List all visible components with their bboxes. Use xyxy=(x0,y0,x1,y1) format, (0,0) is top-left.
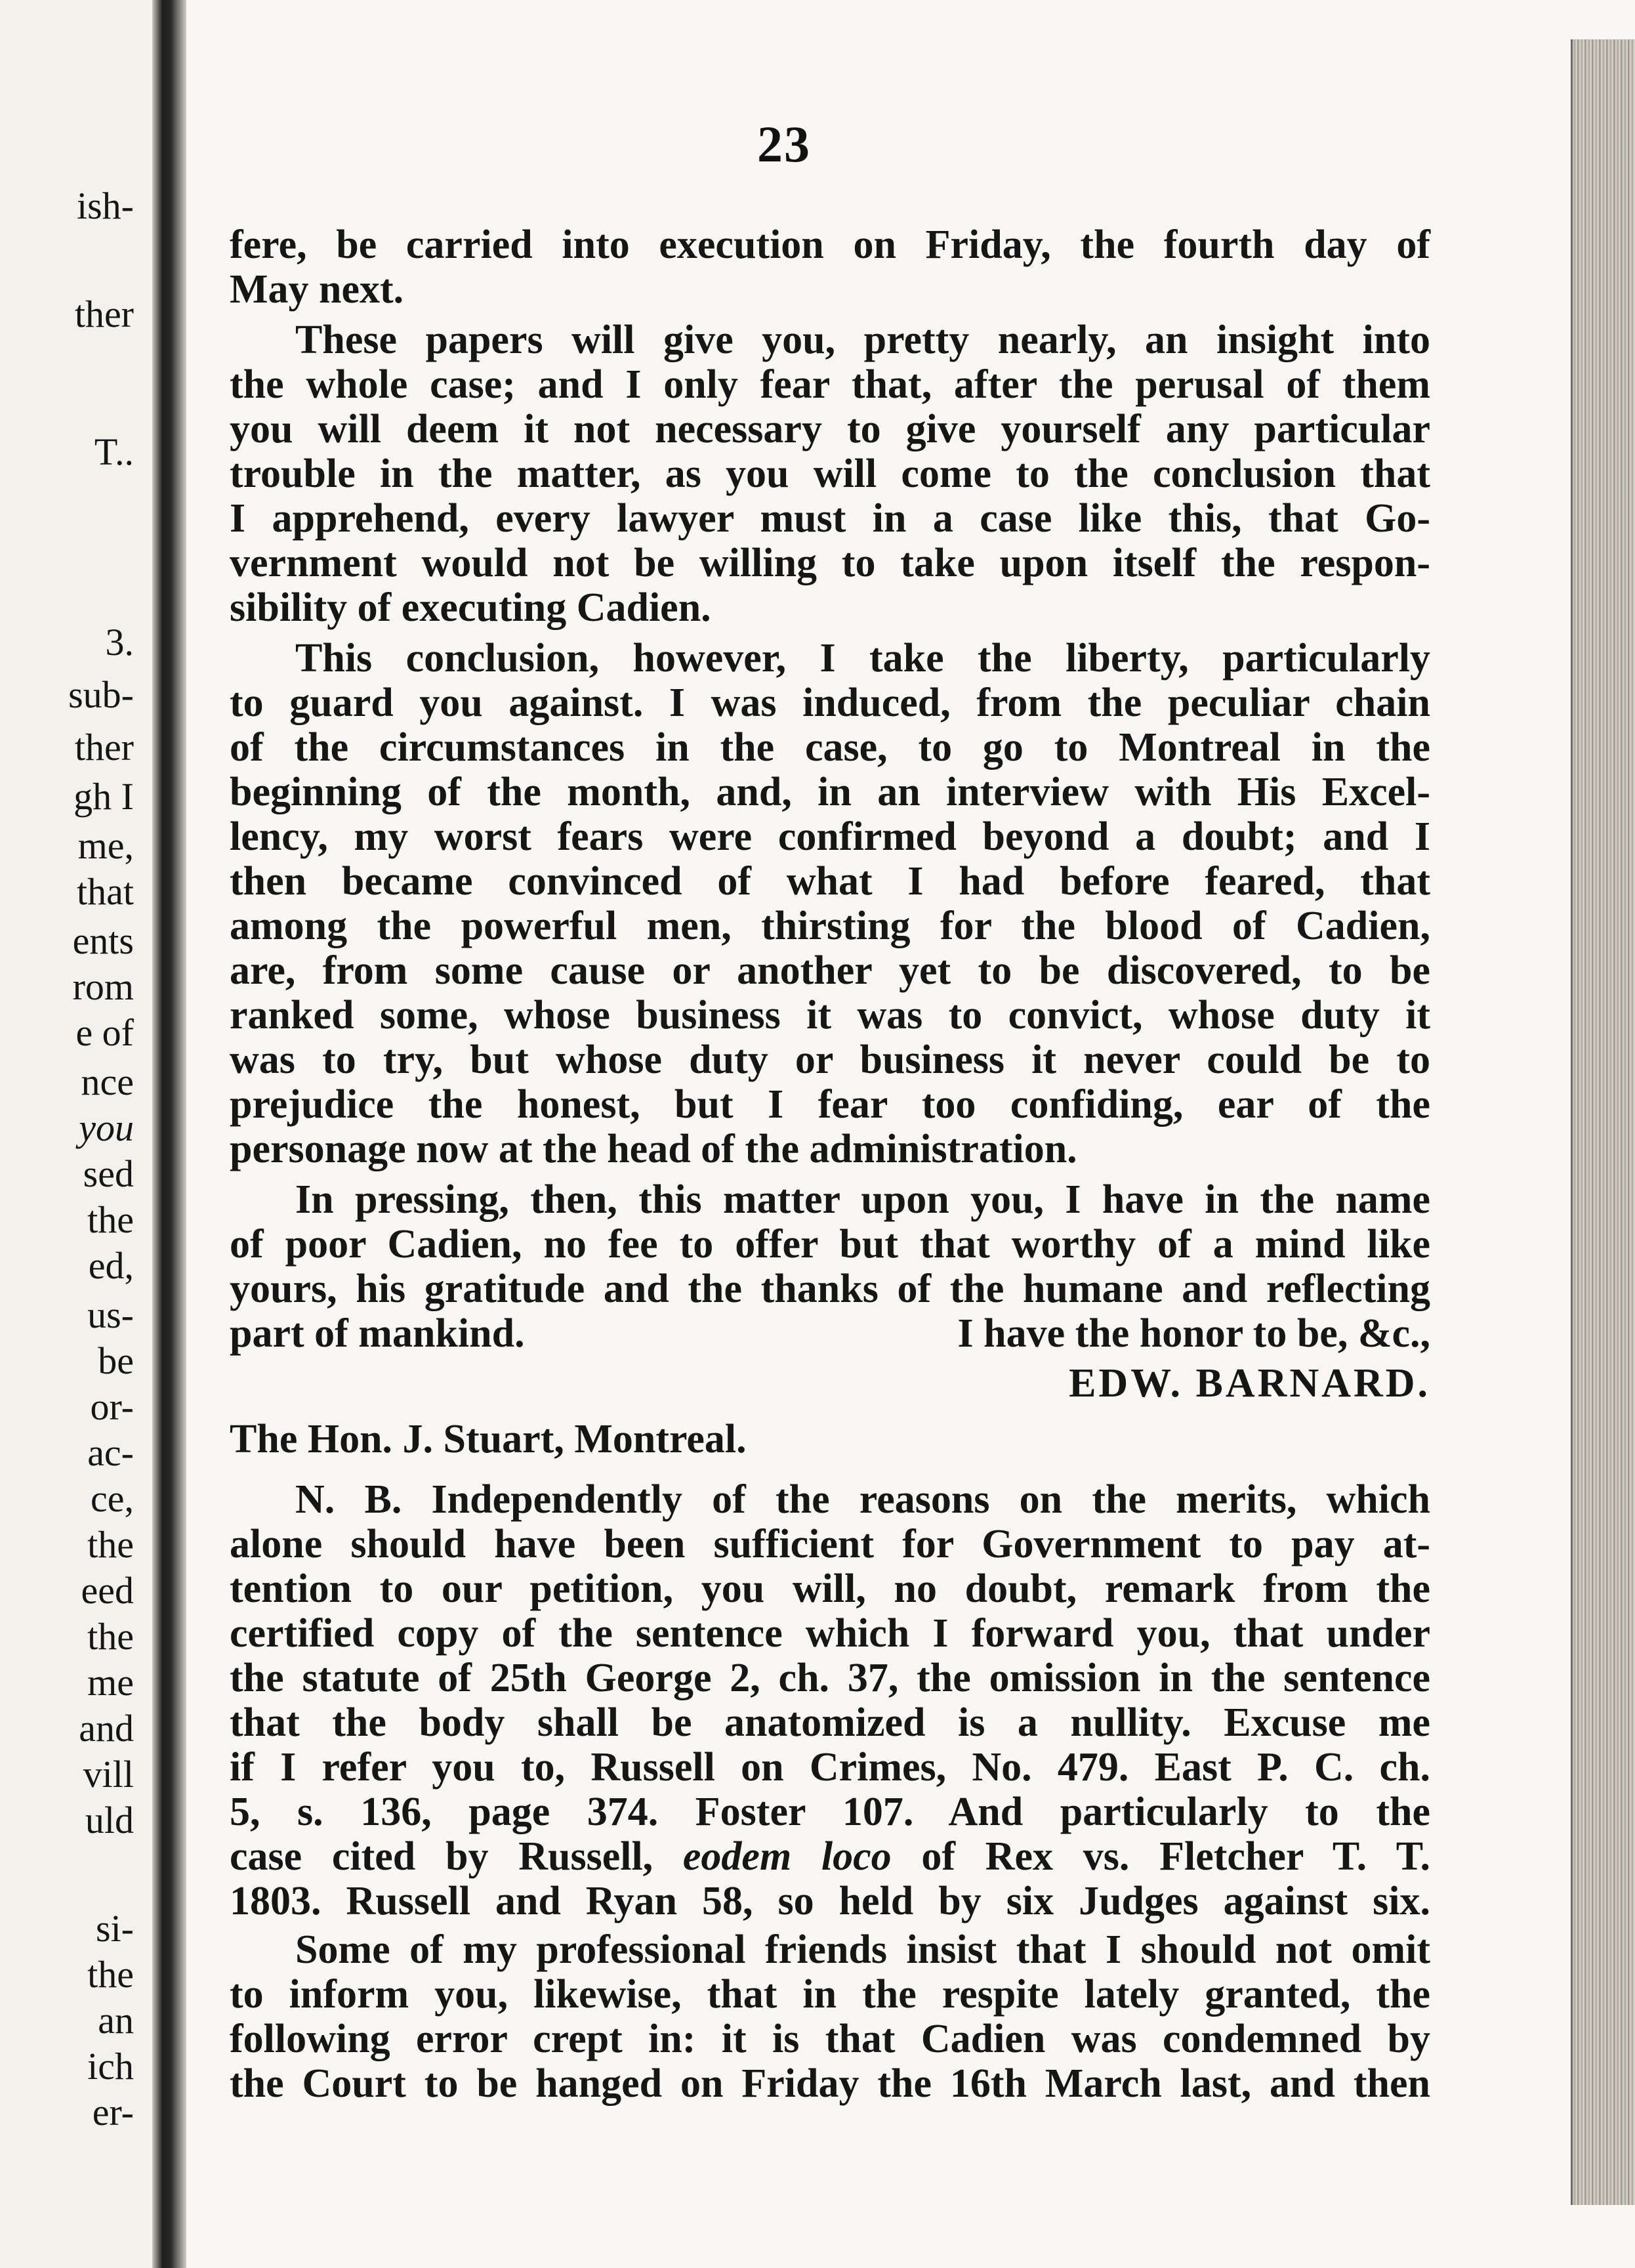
left-page-fragment: the xyxy=(87,1953,134,1996)
text-line: to inform you, likewise, that in the respite lately granted, the xyxy=(230,1972,1430,2017)
text-line: if I refer you to, Russell on Crimes, No. 479. East P. C. ch. xyxy=(230,1745,1430,1790)
text-line: ranked some, whose business it was to convict, whose duty it xyxy=(230,993,1430,1038)
text-line: of poor Cadien, no fee to offer but that worthy of a mind like xyxy=(230,1222,1430,1267)
book-gutter xyxy=(152,0,186,2268)
left-page-fragment: rom xyxy=(72,965,134,1008)
left-page-fragment: ed, xyxy=(88,1244,134,1287)
left-page-fragment: an xyxy=(98,1999,134,2042)
text-line: fere, be carried into execution on Friday, the fourth day of xyxy=(230,222,1430,267)
text-line: tention to our petition, you will, no doubt, remark from the xyxy=(230,1566,1430,1611)
text-line: vernment would not be willing to take upon itself the respon- xyxy=(230,541,1430,585)
text-line: sibility of executing Cadien. xyxy=(230,585,711,630)
text-line: lency, my worst fears were confirmed beyond a doubt; and I xyxy=(230,814,1430,859)
left-page-fragment: sed xyxy=(83,1152,134,1195)
text-line: the whole case; and I only fear that, after the perusal of them xyxy=(230,362,1430,407)
text-line: alone should have been sufficient for Government to pay at- xyxy=(230,1522,1430,1566)
left-page-fragment: me xyxy=(87,1661,134,1704)
left-page-fragment: and xyxy=(79,1707,134,1750)
paragraph-start-line: This conclusion, however, I take the liberty, particularly xyxy=(295,636,1430,681)
text-line: prejudice the honest, but I fear too confiding, ear of the xyxy=(230,1082,1430,1127)
signature: EDW. BARNARD. xyxy=(1069,1361,1430,1406)
left-facing-page xyxy=(0,0,152,2268)
addressee: The Hon. J. Stuart, Montreal. xyxy=(230,1417,747,1461)
italic-latin-phrase: eodem loco xyxy=(682,1834,892,1879)
text-line: to guard you against. I was induced, from the peculiar chain xyxy=(230,681,1430,725)
text-line: the statute of 25th George 2, ch. 37, the omission in the sentence xyxy=(230,1656,1430,1700)
text-line: 1803. Russell and Ryan 58, so held by six Judges against six. xyxy=(230,1879,1430,1923)
text-line: certified copy of the sentence which I forward you, that under xyxy=(230,1611,1430,1656)
left-page-fragment: ther xyxy=(74,293,134,335)
left-page-fragment: ents xyxy=(72,919,134,962)
text-line: that the body shall be anatomized is a nullity. Excuse me xyxy=(230,1700,1430,1745)
paragraph-start-line: These papers will give you, pretty nearly, an insight into xyxy=(295,318,1430,362)
text-line: trouble in the matter, as you will come to the conclusion that xyxy=(230,452,1430,496)
left-page-fragment: 3. xyxy=(105,621,134,663)
postscript-start-line: N. B. Independently of the reasons on the merits, which xyxy=(295,1477,1430,1522)
page-number: 23 xyxy=(757,116,811,173)
text-line: May next. xyxy=(230,267,404,312)
left-page-fragment: be xyxy=(98,1339,134,1382)
left-page-fragment: e of xyxy=(75,1011,134,1054)
text-line: beginning of the month, and, in an interview with His Excel- xyxy=(230,770,1430,814)
text-line: yours, his gratitude and the thanks of the humane and reflecting xyxy=(230,1267,1430,1311)
left-page-fragment: ce, xyxy=(91,1477,134,1520)
page-edge-stack xyxy=(1571,39,1635,2205)
text-line: I apprehend, every lawyer must in a case like this, that Go- xyxy=(230,496,1430,541)
left-page-fragment: me, xyxy=(77,824,134,867)
left-page-fragment: the xyxy=(87,1198,134,1241)
text-line: among the powerful men, thirsting for the blood of Cadien, xyxy=(230,904,1430,948)
text-line: then became convinced of what I had before feared, that xyxy=(230,859,1430,904)
text-line: personage now at the head of the administration. xyxy=(230,1127,1077,1171)
left-page-fragment: you xyxy=(79,1106,134,1149)
left-page-fragment: ish- xyxy=(77,184,134,227)
text-line: the Court to be hanged on Friday the 16th March last, and then xyxy=(230,2061,1430,2106)
left-page-fragment: the xyxy=(87,1615,134,1658)
left-page-fragment: sub- xyxy=(68,673,134,716)
left-page-fragment: si- xyxy=(96,1907,134,1950)
text-line: you will deem it not necessary to give yourself any particular xyxy=(230,407,1430,452)
left-page-fragment: us- xyxy=(87,1293,134,1336)
text-line: part of mankind. xyxy=(230,1311,525,1356)
paragraph-start-line: Some of my professional friends insist that I should not omit xyxy=(295,1927,1430,1972)
text-line: of the circumstances in the case, to go to Montreal in the xyxy=(230,725,1430,770)
text-line: was to try, but whose duty or business it never could be to xyxy=(230,1038,1430,1082)
left-page-fragment: ther xyxy=(74,726,134,768)
left-page-fragment: nce xyxy=(81,1060,134,1103)
text-line: are, from some cause or another yet to be discovered, to be xyxy=(230,948,1430,993)
left-page-fragment: eed xyxy=(81,1569,134,1612)
left-page-fragment: uld xyxy=(85,1799,134,1841)
left-page-fragment: er- xyxy=(92,2091,134,2133)
left-page-fragment: or- xyxy=(90,1385,134,1428)
text-line: 5, s. 136, page 374. Foster 107. And particularly to the xyxy=(230,1790,1430,1834)
left-page-fragment: T.. xyxy=(94,430,134,473)
left-page-fragment: ac- xyxy=(87,1431,134,1474)
left-page-fragment: that xyxy=(77,870,134,913)
text-line: following error crept in: it is that Cadien was condemned by xyxy=(230,2017,1430,2061)
left-page-fragment: the xyxy=(87,1523,134,1566)
left-page-fragment: vill xyxy=(83,1753,134,1796)
left-page-fragment: ich xyxy=(87,2045,134,2088)
left-page-fragment: gh I xyxy=(73,775,134,818)
paragraph-start-line: In pressing, then, this matter upon you, I have in the name xyxy=(295,1177,1430,1222)
text-line: case cited by Russell, eodem loco of Rex vs. Fletcher T. T. xyxy=(230,1834,1430,1879)
closing-salutation: I have the honor to be, &c., xyxy=(957,1311,1430,1356)
